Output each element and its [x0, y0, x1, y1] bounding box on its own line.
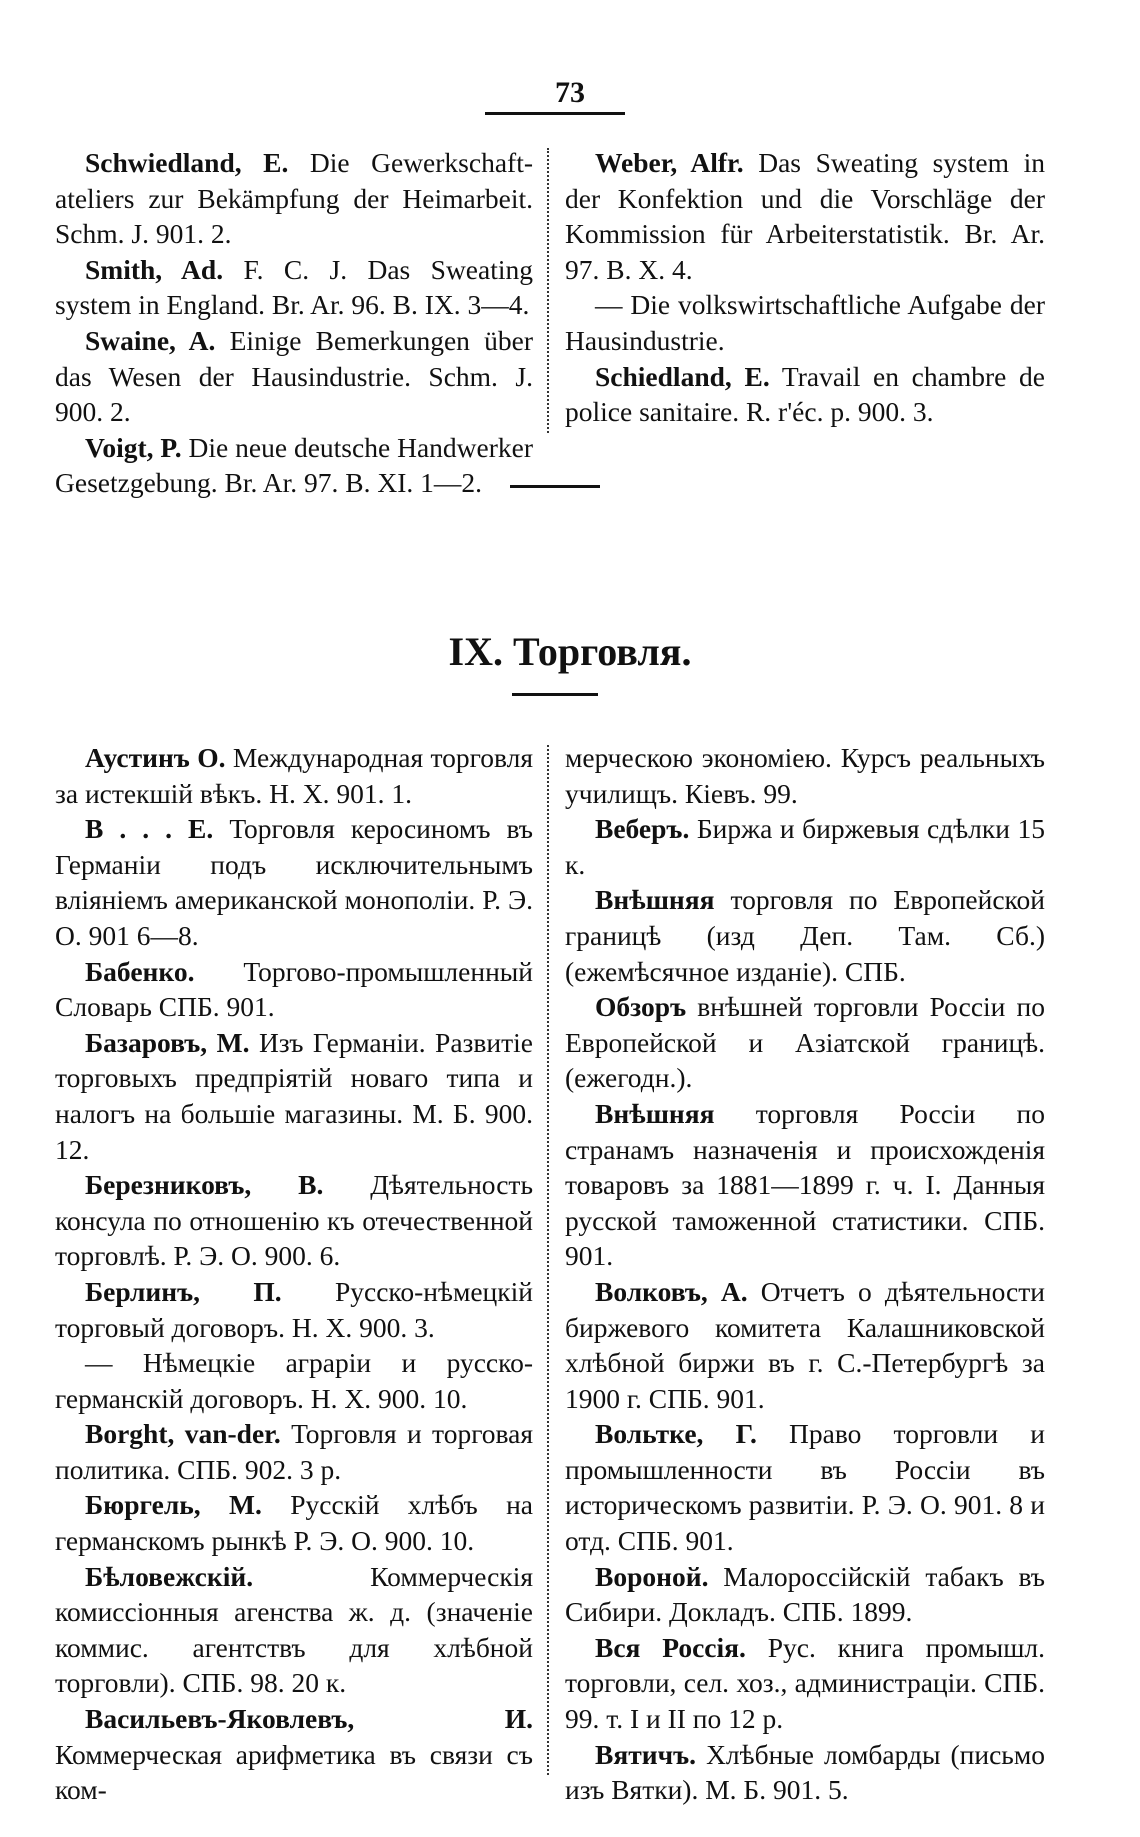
entry-text: Die Gewerkschaft-ateliers zur Bekämpfung der Heimarbeit. Schm. J. 901. 2. [55, 147, 533, 250]
bibliography-entry [565, 882, 1045, 989]
entry-author: Smith, Ad. [85, 253, 224, 285]
entry-text: мерческою экономіею. Курсъ реальныхъ училищъ. Кіевъ. 99. [565, 742, 1045, 809]
bibliography-entry [55, 430, 533, 501]
entry-text: Биржа и биржевыя сдѣлки 15 к. [565, 813, 1045, 880]
entry-text: Торговля и торговая политика. СПБ. 902. 3 р. [55, 1418, 534, 1485]
entry-text: Travail en chambre de police sanitaire. R. r'éc. p. 900. 3. [565, 360, 1045, 428]
entry-text: Die neue deutsche Handwerker Gesetzgebung. Br. Ar. 97. B. XI. 1—2. [55, 431, 533, 499]
bibliography-entry [565, 145, 1045, 287]
entry-author: Вороной. [595, 1560, 709, 1592]
entry-author: Внѣшняя [595, 1097, 715, 1129]
entry-author: Borght, van-der. [85, 1418, 281, 1450]
section-heading: IX. Торговля. [448, 629, 692, 674]
entry-author: Базаровъ, М. [85, 1026, 250, 1058]
bibliography-entry [55, 145, 533, 252]
entry-author: Бѣловежскій. [85, 1560, 254, 1592]
bibliography-entry [565, 287, 1045, 358]
entry-text: Русско-нѣмецкій торговый договоръ. Н. X. 900. 3. [55, 1275, 533, 1343]
entry-text: Малороссійскій табакъ въ Сибири. Докладъ. СПБ. 1899. [565, 1560, 1045, 1628]
entry-text: торговля Россіи по странамъ назначенія и происхожденія товаровъ за 1881—1899 г. ч. I. Данныя русской таможенной статистики. СПБ. 901. [565, 1097, 1045, 1272]
entry-author: Swaine, A. [85, 324, 216, 356]
entry-text: Das Sweating system in der Konfektion und die Vorschläge der Kommission für Arbeiterstatistik. Br. Ar. 97. B. X. 4. [565, 147, 1045, 285]
entry-text: Рус. книга промышл. торговли, сел. хоз., администраціи. СПБ. 99. т. I и II по 12 р. [565, 1631, 1046, 1735]
bibliography-entry [565, 1416, 1045, 1558]
bibliography-entry [565, 359, 1045, 430]
entry-text: — Нѣмецкіе аграріи и русско-германскій договоръ. Н. X. 900. 10. [55, 1347, 533, 1414]
entry-text: внѣшней торговли Россіи по Европейской и Азіатской границѣ. (ежегодн.). [565, 991, 1046, 1094]
entry-author: Обзоръ [595, 991, 687, 1023]
entry-author: Берлинъ, П. [85, 1275, 282, 1307]
entry-author: Вся Россія. [595, 1631, 746, 1663]
entry-author: Волковъ, А. [595, 1275, 748, 1307]
entry-author: Березниковъ, В. [85, 1169, 324, 1201]
entry-text: Коммерческія комиссіонныя агенства ж. д. (значеніе коммис. агентствъ для хлѣбной торговли). СПБ. 98. 20 к. [55, 1560, 533, 1699]
bottom-left-column [55, 740, 533, 1808]
entry-author: Voigt, P. [85, 431, 182, 463]
bibliography-entry [565, 811, 1045, 882]
entry-author: В . . . Е. [85, 813, 214, 845]
top-left-column [55, 145, 533, 501]
entry-text: Хлѣбные ломбарды (письмо изъ Вятки). М. Б. 901. 5. [565, 1738, 1045, 1806]
bottom-right-column [565, 740, 1045, 1808]
bibliography-entry [565, 740, 1045, 811]
bibliography-entry [55, 1167, 533, 1274]
entry-text: Изъ Германіи. Развитіе торговыхъ предпріятій новаго типа и налогъ на большіе магазины. М. Б. 900. 12. [55, 1026, 533, 1165]
entry-author: Веберъ. [595, 813, 690, 845]
bibliography-entry [55, 1345, 533, 1416]
entry-text: Международная торговля за истекшій вѣкъ. Н. X. 901. 1. [55, 742, 533, 809]
bibliography-entry [55, 252, 533, 323]
column-divider-top [547, 148, 549, 433]
entry-text: Русскій хлѣбъ на германскомъ рынкѣ Р. Э. О. 900. 10. [55, 1489, 534, 1557]
section-separator-rule [510, 485, 600, 488]
entry-author: Вольтке, Г. [595, 1418, 757, 1450]
entry-text: Торговля керосиномъ въ Германіи подъ исключительнымъ вліяніемъ американской монополіи. Р. Э. О. 901 6—8. [55, 813, 534, 951]
entry-author: Внѣшняя [595, 884, 715, 916]
entry-author: Вятичъ. [595, 1738, 696, 1770]
entry-author: Бабенко. [85, 955, 195, 987]
bibliography-entry [565, 1630, 1045, 1737]
entry-text: Einige Bemerkungen über das Wesen der Hausindustrie. Schm. J. 900. 2. [55, 324, 534, 428]
bibliography-entry [565, 1274, 1045, 1416]
entry-author: Schiedland, E. [595, 360, 770, 392]
bibliography-entry [55, 740, 533, 811]
bibliography-entry [55, 811, 533, 953]
bibliography-entry [565, 1737, 1045, 1808]
entry-text: Торгово-промышленный Словарь СПБ. 901. [55, 955, 533, 1023]
bibliography-entry [55, 1559, 533, 1701]
entry-text: Отчетъ о дѣятельности биржевого комитета Калашниковской хлѣбной биржи въ г. С.-Петербургѣ за 1900 г. СПБ. 901. [565, 1275, 1045, 1414]
entry-author: Бюргель, М. [85, 1489, 262, 1521]
bibliography-entry [55, 323, 533, 430]
section-heading-underline [512, 693, 598, 696]
bibliography-entry [55, 1274, 533, 1345]
entry-text: Право торговли и промышленности въ Россіи въ историческомъ развитіи. Р. Э. О. 901. 8 и отд. СПБ. 901. [565, 1418, 1045, 1557]
entry-text: Дѣятельность консула по отношенію къ отечественной торговлѣ. Р. Э. О. 900. 6. [55, 1169, 533, 1272]
bibliography-entry [565, 989, 1045, 1096]
entry-text: F. C. J. Das Sweating system in England. Br. Ar. 96. B. IX. 3—4. [55, 253, 533, 321]
entry-text: торговля по Европейской границѣ (изд Деп. Там. Сб.) (ежемѣсячное изданіе). СПБ. [565, 884, 1045, 987]
entry-author: Аустинъ О. [85, 742, 226, 773]
entry-author: Weber, Alfr. [595, 147, 744, 178]
page-number: 73 [555, 76, 585, 109]
bibliography-entry [55, 1416, 533, 1487]
top-right-column [565, 145, 1045, 430]
entry-author: Schwiedland, E. [85, 147, 289, 178]
entry-text: Коммерческая арифметика въ связи съ ком- [55, 1738, 533, 1806]
bibliography-entry [565, 1559, 1045, 1630]
column-divider-bottom [547, 745, 549, 1775]
entry-text: — Die volkswirtschaftliche Aufgabe der Hausindustrie. [565, 289, 1045, 356]
bibliography-entry [55, 1701, 533, 1808]
page-number-rule [485, 112, 625, 115]
bibliography-entry [55, 1025, 533, 1167]
bibliography-entry [55, 1487, 533, 1558]
bibliography-entry [565, 1096, 1045, 1274]
entry-author: Васильевъ-Яковлевъ, И. [85, 1703, 533, 1735]
bibliography-entry [55, 954, 533, 1025]
